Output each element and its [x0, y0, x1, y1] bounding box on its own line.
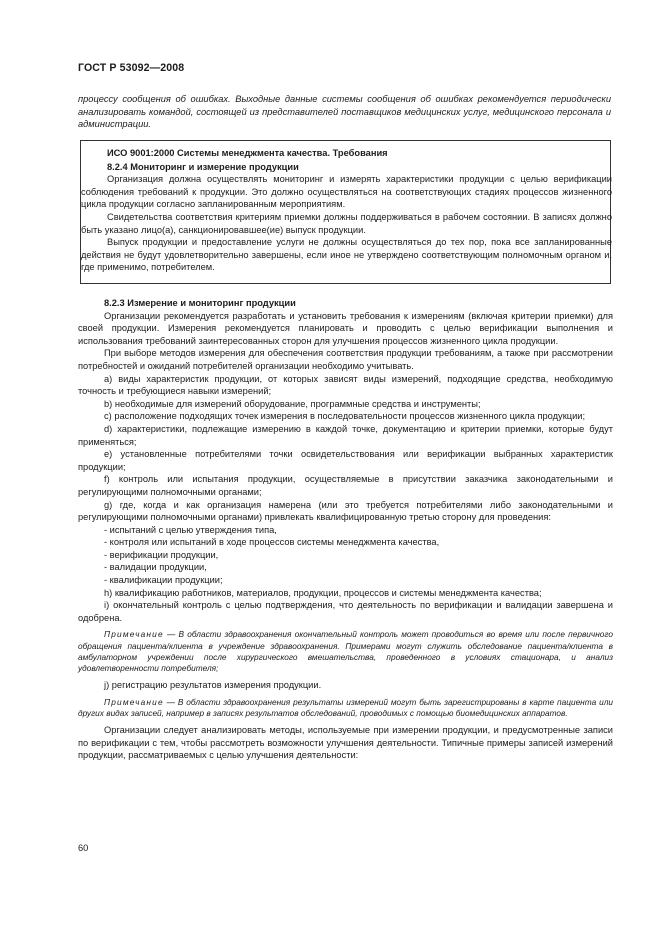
iso-box-paragraph: Свидетельства соответствия критериям приемки должны поддерживаться в рабочем состоянии. В записях должно быть указано лицо(а), санкционировавшее(ие) выпуск продукции. [81, 211, 612, 235]
list-item: f) контроль или испытания продукции, осуществляемые в присутствии заказчика законодательными и регулирующими полномочными органами; [78, 474, 613, 497]
iso-box-text [81, 161, 612, 274]
iso-box-title: ИСО 9001:2000 Системы менеджмента качества. Требования [107, 148, 388, 158]
list-item: c) расположение подходящих точек измерения в последовательности процессов жизненного цикла продукции; [104, 411, 586, 422]
list-item: d) характеристики, подлежащие измерению в каждой точке, документацию и критерии приемки, которые будут применяться; [78, 423, 613, 447]
iso-section-heading: 8.2.4 Мониторинг и измерение продукции [107, 161, 299, 172]
note-1 [78, 629, 613, 674]
dash-item: - валидации продукции, [104, 562, 207, 573]
intro-paragraph: процессу сообщения об ошибках. Выходные данные системы сообщения об ошибках рекомендуется периодически анализировать командой, состоящей из представителей поставщиков медицинских услуг, медицинского персонала и администрации. [78, 94, 611, 130]
list-item: b) необходимые для измерений оборудование, программные средства и инструменты; [104, 398, 481, 409]
dash-item: - контроля или испытаний в ходе процессов системы менеджмента качества, [104, 537, 440, 548]
main-section [78, 297, 613, 762]
note-text: — В области здравоохранения результаты измерений могут быть зарегистрированы в карте пациента или других видах записей, например в записях результатов обследований, проводимых с помощью биомедицинских аппаратов. [78, 696, 613, 719]
dash-item: - испытаний с целью утверждения типа, [104, 524, 277, 535]
list-item: e) установленные потребителями точки освидетельствования или верификации выбранных характеристик продукции; [78, 449, 613, 472]
section-paragraph: При выборе методов измерения для обеспечения соответствия продукции требованиям, а также при рассмотрении потребностей и ожиданий потребителей организации необходимо учитывать. [78, 348, 613, 371]
standard-header: ГОСТ Р 53092—2008 [78, 62, 185, 74]
note-label: Примечание [104, 629, 164, 640]
section-heading: 8.2.3 Измерение и мониторинг продукции [104, 298, 296, 308]
list-item: j) регистрацию результатов измерения продукции. [104, 680, 322, 691]
iso-requirements-box [80, 140, 611, 284]
list-item: g) где, когда и как организация намерена (или это требуется потребителями либо законодательными и регулирующими полномочными органами) привлекать квалифицированную третью сторону для проведения: [78, 499, 613, 523]
list-item: i) окончательный контроль с целью подтверждения, что деятельность по верификации и валидации завершена и одобрена. [78, 600, 613, 623]
iso-box-content [81, 147, 612, 274]
dash-item: - верификации продукции, [104, 549, 219, 560]
note-2 [78, 697, 613, 719]
dash-item: - квалификации продукции; [104, 575, 223, 586]
list-item: h) квалификацию работников, материалов, продукции, процессов и системы менеджмента качества; [104, 587, 542, 598]
section-paragraph: Организации рекомендуется разработать и установить требования к измерениям (включая критерии приемки) для своей продукции. Измерения рекомендуется планировать и проводить с целью верификации выполнения и использования требований заинтересованных сторон для улучшения процессов жизненного цикла продукции. [78, 310, 613, 346]
iso-box-paragraph: Выпуск продукции и предоставление услуги не должны осуществляться до тех пор, пока все запланированные действия не будут удовлетворительно завершены, если иное не утверждено соответствующим полномочным органом и, где применимо, потребителем. [81, 237, 612, 273]
note-text: — В области здравоохранения окончательный контроль может проводиться во время или после первичного обращения пациента/клиента в учреждение здравоохранения. Примерами могут служить обследование пациента/клиента в амбулаторном учреждении после хирургического вмешательства, проведенного в условиях стационара, и анализ удовлетворенности потребителя; [78, 629, 613, 674]
iso-box-paragraph: Организация должна осуществлять мониторинг и измерять характеристики продукции с целью верификации соблюдения требований к продукции. Это должно осуществляться на соответствующих стадиях процессов жизненного цикла продукции согласно запланированным мероприятиям. [81, 174, 612, 210]
section-paragraph: Организации следует анализировать методы, используемые при измерении продукции, и предусмотренные записи по верификации с тем, чтобы рассмотреть возможности улучшения деятельности. Типичные примеры записей измерений продукции, рассматриваемых с целью улучшения деятельности: [78, 725, 613, 761]
page-number: 60 [78, 843, 89, 853]
list-item: а) виды характеристик продукции, от которых зависят виды измерений, подходящие средства, необходимую точность и требующиеся навыки измерений; [78, 373, 613, 397]
note-label: Примечание [104, 696, 164, 707]
